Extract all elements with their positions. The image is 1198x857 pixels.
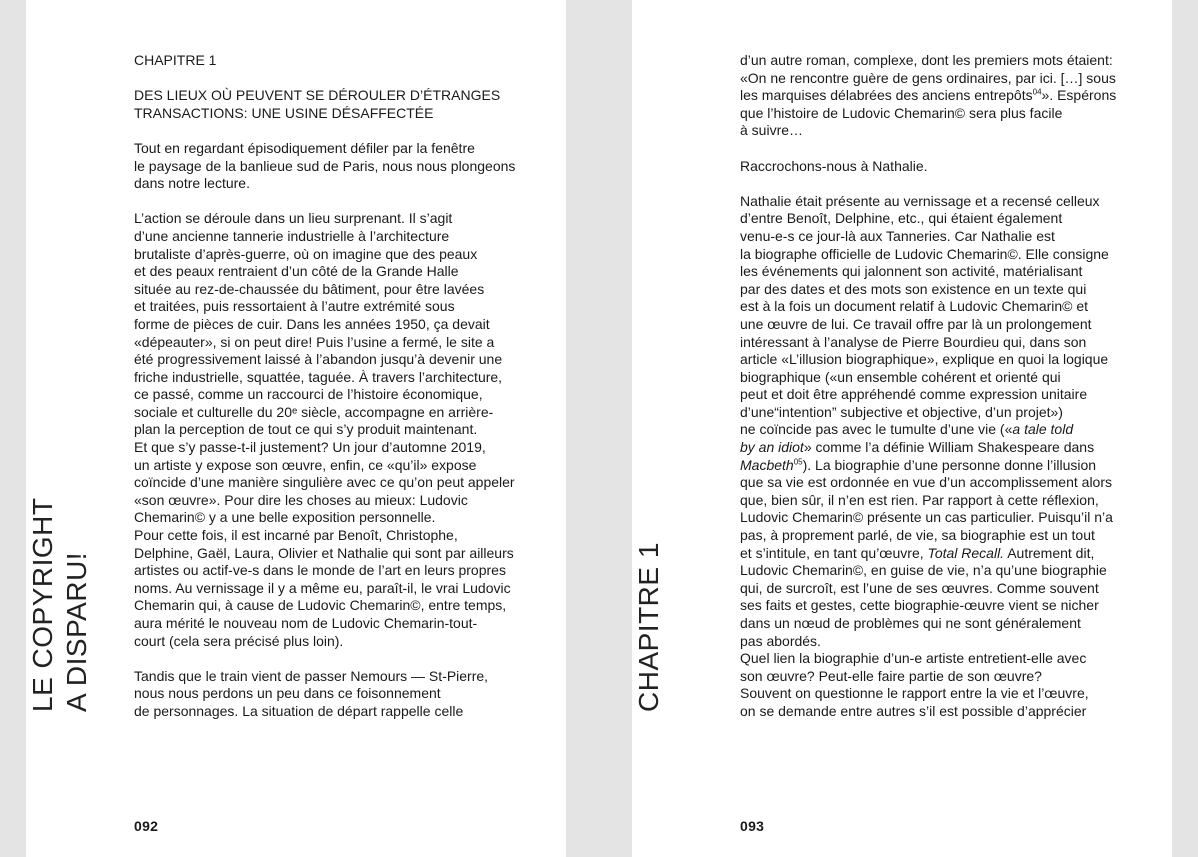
body-paragraph [134,668,566,721]
body-line: dans un nœud de problèmes qui ne sont généralement [740,615,1081,631]
body-paragraph [134,140,566,193]
left-page [26,0,566,857]
body-line: les événements qui jalonnent son activité, matérialisant [740,263,1083,280]
body-line: biographique («un ensemble cohérent et orienté qui [740,368,1061,385]
left-text-column [134,52,566,721]
body-line [740,421,1172,439]
body-line [740,439,1172,457]
body-line: article «L’illusion biographique», explique en quoi la logique [740,351,1109,368]
body-line: de personnages. La situation de départ rappelle celle [134,702,464,719]
body-line: Chemarin qui, à cause de Ludovic Chemarin©, entre temps, [134,597,507,614]
body-line: aura mérité le nouveau nom de Ludovic Chemarin-tout- [134,615,478,631]
quote-italic: by an idiot [740,439,804,456]
body-line [740,87,1172,105]
body-line: le paysage de la banlieue sud de Paris, nous nous plongeons [134,157,516,174]
body-line: d’une“intention” subjective et objective, d’un projet») [740,403,1063,420]
body-line: friche industrielle, squattée, taguée. À travers l’architecture, [134,368,503,385]
body-text: les marquises délabrées des anciens entrepôts [740,87,1033,104]
body-line: noms. Au vernissage il y a même eu, paraît-il, le vrai Ludovic [134,579,511,596]
body-line: Pour cette fois, il est incarné par Benoît, Christophe, [134,527,458,544]
body-line: d’une ancienne tannerie industrielle à l’architecture [134,227,450,244]
body-line [740,545,1172,563]
body-line: la biographe officielle de Ludovic Chemarin©. Elle consigne [740,245,1109,262]
body-line: Tout en regardant épisodiquement défiler par la fenêtre [134,139,475,156]
body-line: et des peaux rentraient d’un côté de la Grande Halle [134,263,459,280]
body-line: Ludovic Chemarin© présente un cas particulier. Puisqu’il n’a [740,509,1113,526]
body-text: ). La biographie d’une personne donne l’illusion [802,456,1097,473]
body-line: «On ne rencontre guère de gens ordinaires, par ici. […] sous [740,69,1116,86]
body-line: que l’histoire de Ludovic Chemarin© sera plus facile [740,104,1063,121]
body-paragraph [740,562,1172,720]
side-title-line: LE COPYRIGHT [27,497,58,712]
side-title-line: A DISPARU! [61,551,92,712]
chapter-label: CHAPITRE 1 [134,52,217,68]
body-paragraph [134,210,566,650]
body-line: plan la perception de tout ce qui s’y produit maintenant. [134,421,478,438]
body-line: on se demande entre autres s’il est possible d’apprécier [740,702,1087,719]
body-text: et s’intitule, en tant qu’œuvre, [740,544,928,561]
body-line: artistes ou actif-ve-s dans le monde de l’art en leurs propres [134,562,506,579]
body-line: une œuvre de lui. Ce travail offre par là un prolongement [740,315,1092,332]
body-line: est à la fois un document relatif à Ludovic Chemarin© et [740,298,1089,315]
body-line: un artiste y expose son œuvre, enfin, ce «qu’il» expose [134,456,477,473]
body-line: d’un autre roman, complexe, dont les premiers mots étaient: [740,52,1113,68]
body-line: coïncide d’une manière singulière avec ce qu’on peut appeler [134,474,515,491]
page-number: 093 [740,818,765,834]
body-line: forme de pièces de cuir. Dans les années 1950, ça devait [134,315,490,332]
body-line: située au rez-de-chaussée du bâtiment, pour être lavées [134,280,485,297]
body-line: L’action se déroule dans un lieu surprenant. Il s’agit [134,210,453,227]
body-line: venu-e-s ce jour-là aux Tanneries. Car Nathalie est [740,227,1055,244]
body-line: ses faits et gestes, cette biographie-œuvre vient se nicher [740,597,1099,614]
body-paragraph [740,193,1172,422]
body-line: peut et doit être appréhendé comme expression unitaire [740,386,1088,403]
body-line: Souvent on questionne le rapport entre la vie et l’œuvre, [740,685,1089,702]
body-line: court (cela sera précisé plus loin). [134,632,344,649]
body-text: ». Espérons [1041,87,1117,104]
body-line: par des dates et des mots son existence en un texte qui [740,280,1087,297]
quote-italic: a tale told [1012,421,1074,438]
section-heading-line: TRANSACTIONS: UNE USINE DÉSAFFECTÉE [134,104,434,121]
right-page [632,0,1172,857]
body-text: ne coïncide pas avec le tumulte d’une vie (« [740,421,1013,438]
body-line: brutaliste d’après-guerre, où on imagine que des peaux [134,245,478,262]
body-line: que, bien sûr, il n’en est rien. Par rapport à cette réflexion, [740,491,1099,508]
body-text: Autrement dit, [1004,544,1095,561]
body-line: d’entre Benoît, Delphine, etc., qui étaient également [740,210,1063,227]
body-line: qui, de surcroît, est l’une de ses œuvres. Comme souvent [740,579,1099,596]
body-line: intéressant à l’analyse de Pierre Bourdieu qui, dans son [740,333,1087,350]
left-body-text [134,140,566,721]
footnote-ref: 05 [793,457,803,466]
body-line: Chemarin© y a une belle exposition personnelle. [134,509,436,526]
body-line: pas abordés. [740,632,821,649]
body-line: que sa vie est ordonnée en vue d’un accomplissement alors [740,474,1112,491]
body-line: nous nous perdons un peu dans ce foisonnement [134,685,441,702]
body-line: Et que s’y passe-t-il justement? Un jour d’automne 2019, [134,439,486,456]
body-line: ce passé, comme un raccourci de l’histoire économique, [134,386,483,403]
body-paragraph [740,474,1172,544]
body-line: Tandis que le train vient de passer Nemours — St-Pierre, [134,667,489,684]
body-line: Nathalie était présente au vernissage et a recensé celleux [740,192,1100,209]
footnote-ref: 04 [1032,87,1042,97]
body-line: Delphine, Gaël, Laura, Olivier et Nathalie qui sont par ailleurs [134,544,514,561]
title-italic: Macbeth [740,456,794,473]
body-line: «dépeauter», si on peut dire! Puis l’usine a fermé, le site a [134,333,495,350]
body-line: pas, à proprement parlé, de vie, sa biographie est un tout [740,527,1095,544]
body-line: Ludovic Chemarin©, en guise de vie, n’a qu’une biographie [740,562,1107,579]
body-line: à suivre… [740,122,804,139]
side-running-title [26,498,94,712]
body-line: son œuvre? Peut-elle faire partie de son œuvre? [740,667,1042,684]
side-running-title [632,542,666,712]
body-line: Raccrochons-nous à Nathalie. [740,157,928,174]
body-line: dans notre lecture. [134,175,250,192]
body-text: » comme l’a définie William Shakespeare dans [803,439,1095,456]
body-line: Quel lien la biographie d’un-e artiste entretient-elle avec [740,650,1087,667]
side-title-line: CHAPITRE 1 [633,542,664,712]
body-line: sociale et culturelle du 20ᵉ siècle, accompagne en arrière- [134,403,494,420]
title-italic: Total Recall. [927,544,1005,561]
body-line: été progressivement laissé à l’abandon jusqu’à devenir une [134,351,503,368]
body-line: et traitées, puis ressortaient à l’autre extrémité sous [134,298,455,315]
section-heading-line: DES LIEUX OÙ PEUVENT SE DÉROULER D’ÉTRANGES [134,87,501,104]
page-number: 092 [134,818,159,834]
body-line [740,457,1172,475]
body-line: «son œuvre». Pour dire les choses au mieux: Ludovic [134,491,468,508]
right-text-column [740,52,1172,721]
